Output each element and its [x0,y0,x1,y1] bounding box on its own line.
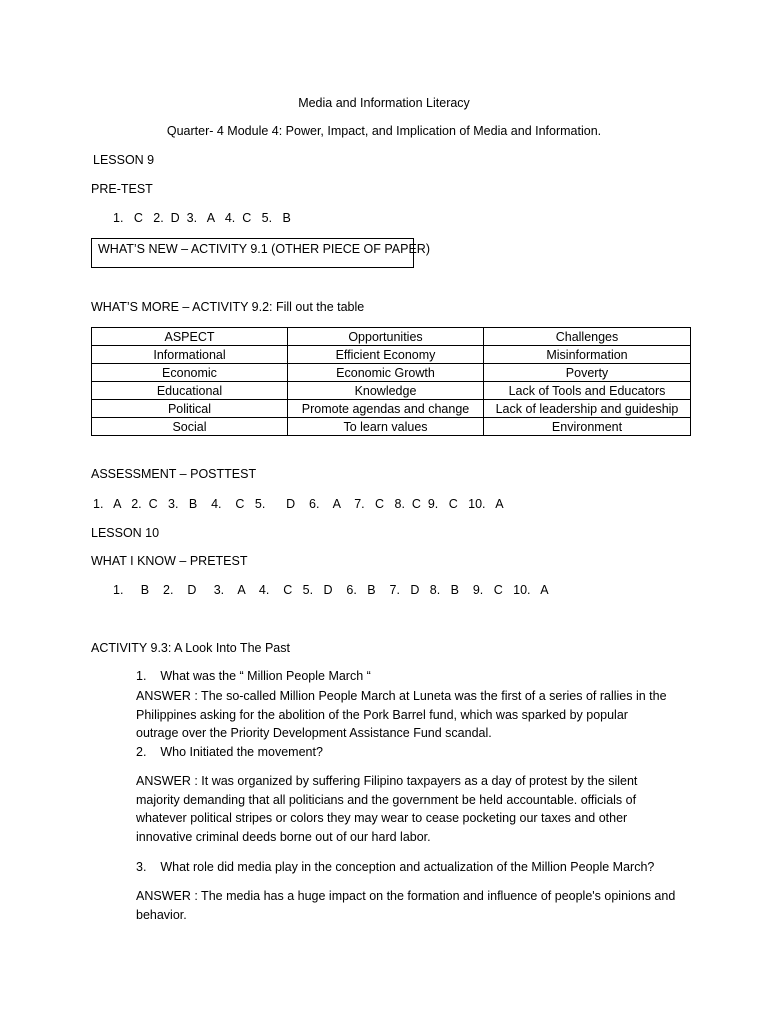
header-aspect: ASPECT [92,328,288,346]
header-challenges: Challenges [484,328,691,346]
table-row [92,418,691,436]
answer-3-line: ANSWER : The media has a huge impact on the formation and influence of people's opinions and [136,889,676,903]
assessment-answers: 1. A 2. C 3. B 4. C 5. D 6. A 7. C 8. C 9. C 10. A [93,497,504,511]
whats-new-box [91,238,430,268]
pretest-answers: 1. C 2. D 3. A 4. C 5. B [113,211,291,225]
answer-3-line: behavior. [136,907,187,922]
answer-2 [136,772,696,846]
question-3: 3. What role did media play in the conception and actualization of the Million People March? [136,860,655,874]
table-cell: Social [92,418,288,436]
whats-more-label: WHAT’S MORE – ACTIVITY 9.2: Fill out the table [91,300,365,314]
answer-1 [136,687,696,743]
table-row [92,364,691,382]
lesson-9-heading: LESSON 9 [93,153,155,167]
assessment-label: ASSESSMENT – POSTTEST [91,467,257,481]
table-cell: Political [92,400,288,418]
header-opportunities: Opportunities [288,328,484,346]
table-header-row [92,328,691,346]
answer-2-line: whatever political stripes or colors they may wear to cease pocketing our taxes and other [136,811,628,825]
pretest-label: PRE-TEST [91,182,153,196]
document-title: Media and Information Literacy [298,96,470,110]
table-cell: Educational [92,382,288,400]
module-subtitle: Quarter- 4 Module 4: Power, Impact, and Implication of Media and Information. [166,124,602,138]
lesson-10-heading: LESSON 10 [91,526,160,540]
answer-1-line: ANSWER : The so-called Million People March at Luneta was the first of a series of rallies in the [136,689,667,703]
table-cell: Knowledge [288,382,484,400]
table-cell: Environment [484,418,691,436]
answer-2-line: ANSWER : It was organized by suffering Filipino taxpayers as a day of protest by the silent [136,774,638,788]
answer-1-line: Philippines asking for the abolition of the Pork Barrel fund, which was sparked by popular [136,707,628,722]
table-cell: Efficient Economy [288,346,484,364]
answer-3 [136,887,696,924]
what-i-know-label: WHAT I KNOW – PRETEST [91,554,248,568]
table-cell: To learn values [288,418,484,436]
lesson-10-answers: 1. B 2. D 3. A 4. C 5. D 6. B 7. D 8. B 9. C 10. A [113,583,549,597]
table-cell: Lack of leadership and guideship [484,400,691,418]
question-2: 2. Who Initiated the movement? [136,745,323,759]
question-1: 1. What was the “ Million People March “ [136,669,371,683]
activity-title: ACTIVITY 9.3: A Look Into The Past [91,641,290,655]
answer-2-line: innovative criminal deeds borne out of our hard labor. [136,829,431,844]
table-cell: Lack of Tools and Educators [484,382,691,400]
whats-new-text: WHAT’S NEW – ACTIVITY 9.1 (OTHER PIECE OF PAPER) [98,242,430,256]
table-cell: Economic Growth [288,364,484,382]
table-cell: Poverty [484,364,691,382]
table-cell: Misinformation [484,346,691,364]
answer-1-line: outrage over the Priority Development Assistance Fund scandal. [136,726,492,740]
aspect-table [91,327,691,436]
table-cell: Promote agendas and change [288,400,484,418]
table-cell: Informational [92,346,288,364]
table-cell: Economic [92,364,288,382]
table-row [92,346,691,364]
table-row [92,400,691,418]
table-row [92,382,691,400]
answer-2-line: majority demanding that all politicians and the government be held accountable. officials of [136,792,637,807]
